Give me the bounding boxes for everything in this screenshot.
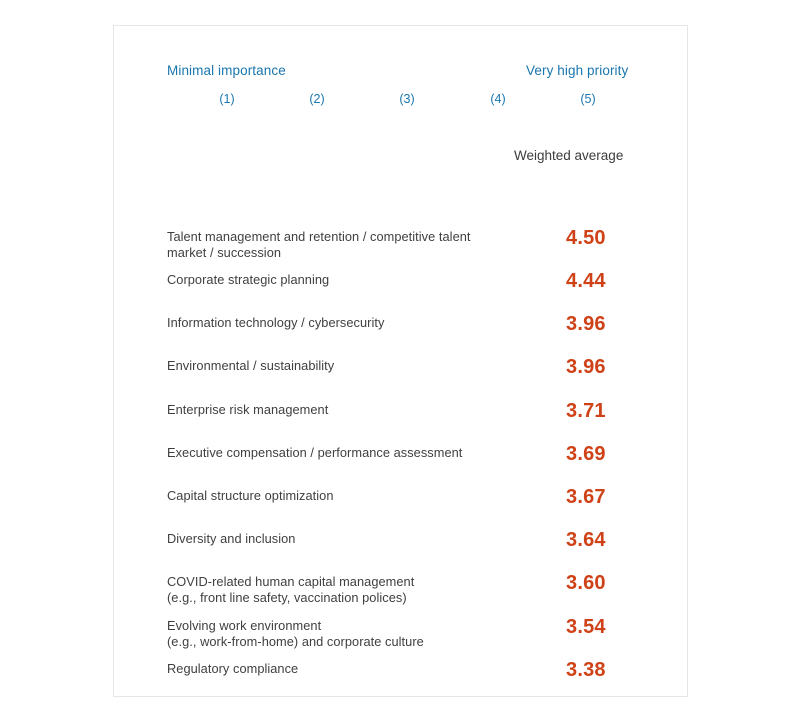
priority-label [167,272,512,288]
priority-label [167,445,512,461]
scale-tick-5: (5) [580,92,596,106]
priority-label [167,315,512,331]
priority-label-line1: Regulatory compliance [167,661,299,676]
priority-label [167,531,512,547]
priority-label [167,488,512,504]
weighted-average-value: 3.69 [566,443,606,465]
priority-label-line2: market / succession [167,244,282,260]
scale-tick-4: (4) [490,92,506,106]
scale-tick-2: (2) [309,92,325,106]
priority-label-line1: Corporate strategic planning [167,272,330,287]
priority-label-line1: COVID-related human capital management [167,574,415,589]
weighted-average-value: 3.96 [566,313,606,335]
priority-label [167,402,512,418]
priority-label-line1: Environmental / sustainability [167,358,335,373]
scale-min-label: Minimal importance [167,63,286,78]
weighted-average-value: 3.67 [566,486,606,508]
weighted-average-value: 3.96 [566,356,606,378]
scale-tick-3: (3) [399,92,415,106]
weighted-average-value: 3.64 [566,529,606,551]
priority-label-line1: Diversity and inclusion [167,531,296,546]
priority-label [167,661,512,677]
priority-label [167,358,512,374]
priority-label-line2: (e.g., front line safety, vaccination polices) [167,589,407,605]
priority-label [167,574,512,605]
scale-max-label: Very high priority [526,63,629,78]
priority-label [167,618,512,649]
priority-label-line1: Capital structure optimization [167,488,334,503]
weighted-average-column-header: Weighted average [514,148,624,163]
weighted-average-value: 4.44 [566,270,606,292]
priority-label-line1: Information technology / cybersecurity [167,315,385,330]
priorities-chart-card [113,25,688,697]
weighted-average-value: 3.60 [566,572,606,594]
priority-label-line2: (e.g., work-from-home) and corporate culture [167,633,424,649]
weighted-average-value: 3.54 [566,616,606,638]
scale-tick-row [114,90,687,108]
weighted-average-value: 4.50 [566,227,606,249]
scale-endpoint-row [114,62,687,80]
scale-tick-1: (1) [219,92,235,106]
priority-label-line1: Talent management and retention / competitive talent [167,229,471,244]
weighted-average-value: 3.38 [566,659,606,681]
priority-label [167,229,512,260]
priority-label-line1: Evolving work environment [167,618,322,633]
priority-label-line1: Executive compensation / performance assessment [167,445,463,460]
priority-label-line1: Enterprise risk management [167,402,329,417]
weighted-average-value: 3.71 [566,400,606,422]
